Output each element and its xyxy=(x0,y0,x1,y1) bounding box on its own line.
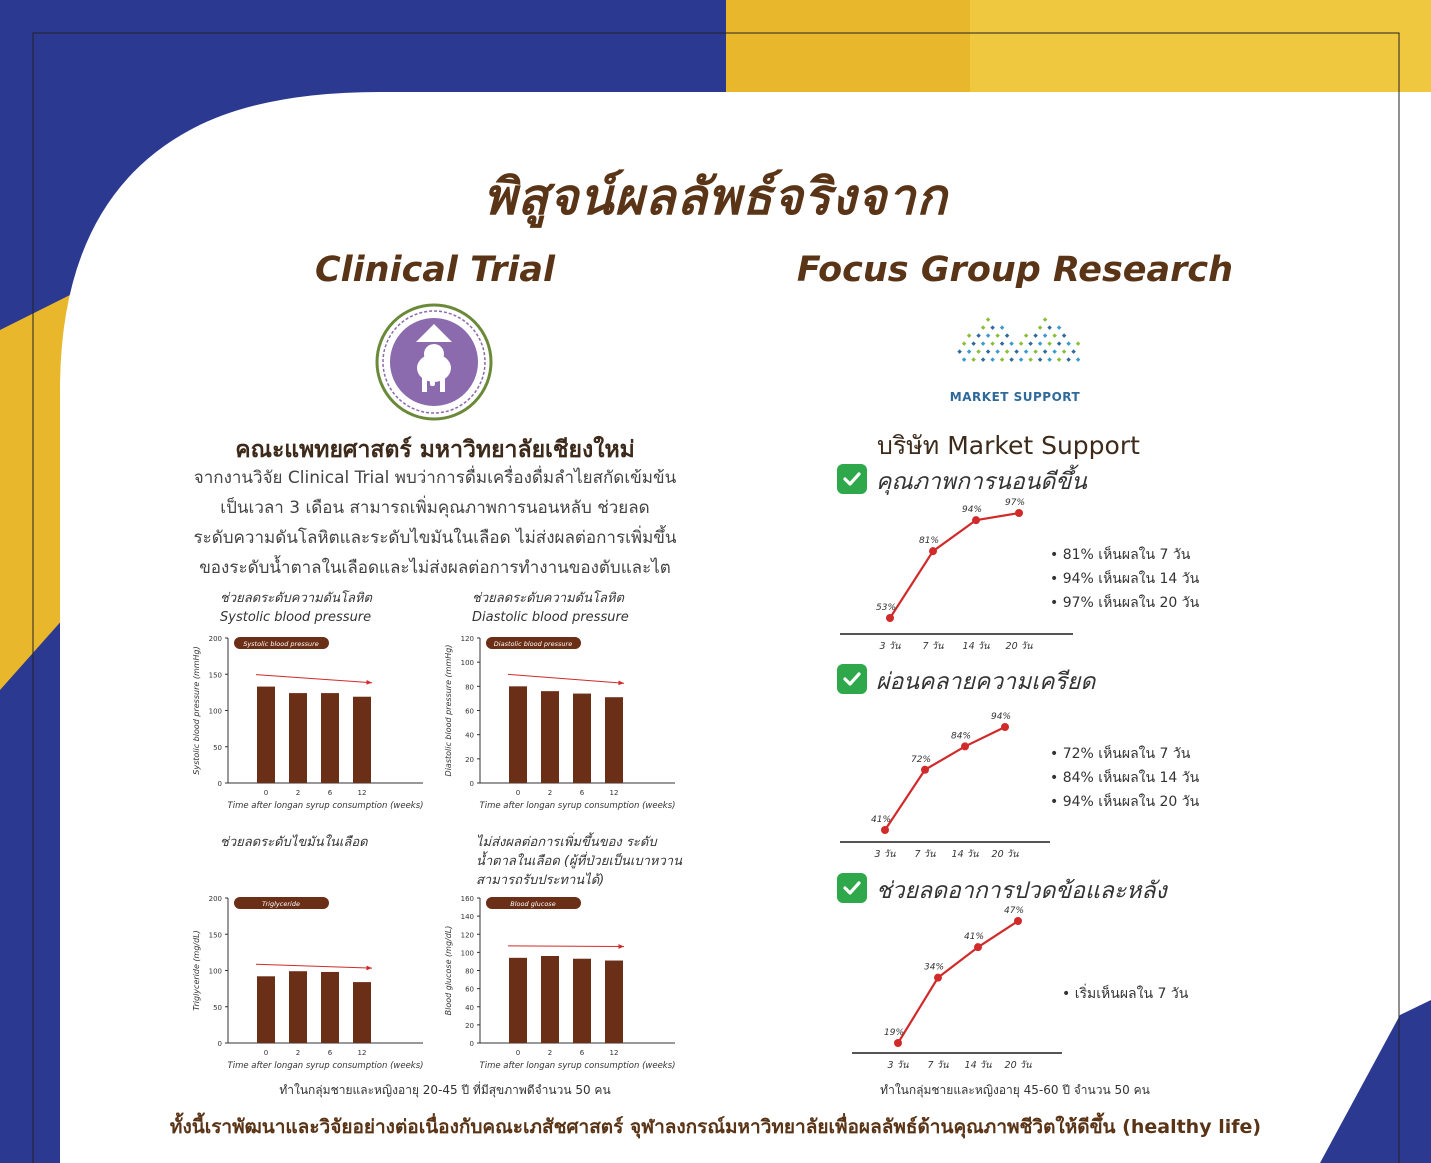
market-support-logo-text: MARKET SUPPORT xyxy=(949,390,1081,404)
logo-dot xyxy=(1009,341,1014,346)
data-point xyxy=(934,974,942,982)
sleep-notes xyxy=(1050,543,1199,615)
legend-label: Diastolic blood pressure xyxy=(493,640,573,648)
logo-dot xyxy=(1019,357,1024,362)
bar xyxy=(573,694,591,783)
x-tick-label: 0 xyxy=(263,789,269,797)
clinical-note: ทำในกลุ่มชายและหญิงอายุ 20-45 ปี ที่มีสุขภาพดีจำนวน 50 คน xyxy=(279,1083,611,1097)
y-axis-label: Systolic blood pressure (mmHg) xyxy=(192,646,201,775)
y-tick-label: 120 xyxy=(460,635,474,643)
chart-caption-systolic xyxy=(220,589,440,627)
data-label: 81% xyxy=(919,536,940,547)
x-axis-label: Time after longan syrup consumption (weeks) xyxy=(479,801,676,811)
focus-group-title: Focus Group Research xyxy=(796,250,1234,290)
x-tick-label: 20 วัน xyxy=(1005,641,1033,652)
logo-dot xyxy=(962,341,967,346)
trend-arrow xyxy=(508,674,624,683)
logo-dot xyxy=(1057,341,1062,346)
logo-dot xyxy=(976,333,981,338)
check-title-joint: ช่วยลดอาการปวดข้อและหลัง xyxy=(876,878,1167,904)
data-label: 53% xyxy=(876,603,897,613)
x-tick-label: 2 xyxy=(547,1049,553,1057)
note-item: • 94% เห็นผลใน 20 วัน xyxy=(1050,790,1199,814)
y-tick-label: 100 xyxy=(460,659,474,668)
x-tick-label: 6 xyxy=(579,789,585,797)
trend-arrow xyxy=(256,964,372,968)
logo-dot xyxy=(962,357,967,362)
logo-dot xyxy=(1066,341,1071,346)
logo-dot xyxy=(986,333,991,338)
caption-line: สามารถรับประทานได้) xyxy=(476,873,605,888)
x-tick-label: 0 xyxy=(515,789,521,797)
x-tick-label: 14 วัน xyxy=(962,641,990,652)
faculty-name: คณะแพทยศาสตร์ มหาวิทยาลัยเชียงใหม่ xyxy=(235,437,635,463)
bar xyxy=(509,686,527,783)
x-tick-label: 6 xyxy=(579,1049,585,1057)
y-tick-label: 160 xyxy=(460,895,474,903)
y-axis-label: Triglyceride (mg/dL) xyxy=(192,930,201,1011)
logo-dot xyxy=(957,349,962,354)
y-tick-label: 60 xyxy=(465,985,474,994)
logo-dot xyxy=(1014,349,1019,354)
glucose-bar-chart xyxy=(440,890,685,1075)
y-axis-label: Blood glucose (mg/dL) xyxy=(444,925,453,1016)
note-item: • 97% เห็นผลใน 20 วัน xyxy=(1050,591,1199,615)
logo-dot xyxy=(981,341,986,346)
y-tick-label: 140 xyxy=(460,913,474,922)
legend xyxy=(486,897,581,909)
data-point xyxy=(974,943,982,951)
description-line: ของระดับน้ำตาลในเลือดและไม่ส่งผลต่อการทำงานของตับและไต xyxy=(199,558,671,578)
check-icon xyxy=(837,664,867,694)
y-tick-label: 150 xyxy=(208,931,222,940)
data-point xyxy=(886,614,894,622)
bar xyxy=(541,956,559,1043)
y-tick-label: 100 xyxy=(208,707,222,716)
main-title: พิสูจน์ผลลัพธ์จริงจาก xyxy=(483,168,948,226)
bar xyxy=(353,982,371,1043)
logo-dot xyxy=(1033,349,1038,354)
y-tick-label: 40 xyxy=(465,731,474,740)
note-item: • 94% เห็นผลใน 14 วัน xyxy=(1050,567,1199,591)
trend-arrowhead xyxy=(618,944,624,949)
x-tick-label: 0 xyxy=(515,1049,521,1057)
note-item: • เริ่มเห็นผลใน 7 วัน xyxy=(1062,982,1188,1006)
logo-dot xyxy=(1076,341,1080,346)
description-line: ระดับความดันโลหิตและระดับไขมันในเลือด ไม่ส่งผลต่อการเพิ่มขึ้น xyxy=(193,528,677,548)
data-label: 47% xyxy=(1004,906,1025,916)
x-axis-label: Time after longan syrup consumption (weeks) xyxy=(479,1061,676,1071)
y-tick-label: 0 xyxy=(217,1040,222,1048)
y-tick-label: 50 xyxy=(213,743,222,752)
logo-dot xyxy=(990,357,995,362)
x-tick-label: 3 วัน xyxy=(879,641,901,652)
bar xyxy=(289,971,307,1043)
diastolic-bar-chart xyxy=(440,630,685,815)
bar xyxy=(257,687,275,783)
y-tick-label: 150 xyxy=(208,671,222,680)
check-icon xyxy=(837,873,867,903)
trend-arrow xyxy=(256,675,372,683)
x-tick-label: 20 วัน xyxy=(991,849,1019,860)
chart-caption-diastolic xyxy=(472,589,692,627)
y-tick-label: 80 xyxy=(465,683,474,692)
check-icon xyxy=(837,464,867,494)
logo-dot xyxy=(1028,357,1033,362)
logo-dot xyxy=(1052,333,1057,338)
x-tick-label: 12 xyxy=(609,1049,619,1057)
data-label: 97% xyxy=(1005,498,1026,508)
bar xyxy=(509,958,527,1043)
caption-line: Systolic blood pressure xyxy=(220,610,372,625)
logo-dot xyxy=(1038,357,1043,362)
caption-line: ช่วยลดระดับความดันโลหิต xyxy=(220,591,372,606)
x-tick-label: 12 xyxy=(609,789,619,797)
logo-dot xyxy=(1000,341,1005,346)
y-tick-label: 50 xyxy=(213,1003,222,1012)
y-tick-label: 0 xyxy=(469,780,474,788)
logo-dot xyxy=(1062,333,1067,338)
logo-dot xyxy=(1005,349,1010,354)
check-title-stress: ผ่อนคลายความเครียด xyxy=(876,669,1096,695)
legend-label: Systolic blood pressure xyxy=(243,640,319,648)
joint-line-chart xyxy=(840,905,1100,1075)
company-name: บริษัท Market Support xyxy=(877,431,1140,460)
y-tick-label: 100 xyxy=(460,949,474,958)
series-line xyxy=(898,921,1018,1043)
logo-dot xyxy=(971,341,976,346)
logo-dot xyxy=(1043,317,1048,322)
y-tick-label: 0 xyxy=(469,1040,474,1048)
x-axis-label: Time after longan syrup consumption (weeks) xyxy=(227,801,424,811)
data-point xyxy=(894,1039,902,1047)
logo-dot xyxy=(1024,333,1029,338)
logo-dot xyxy=(1000,325,1005,330)
data-point xyxy=(1014,917,1022,925)
x-tick-label: 12 xyxy=(357,789,367,797)
x-tick-label: 6 xyxy=(327,1049,333,1057)
y-tick-label: 20 xyxy=(465,755,474,764)
data-point xyxy=(1015,509,1023,517)
y-tick-label: 200 xyxy=(208,635,222,643)
trend-arrowhead xyxy=(366,680,372,685)
logo-dot xyxy=(1057,357,1062,362)
bar xyxy=(605,961,623,1043)
logo-dot xyxy=(1000,357,1005,362)
x-tick-label: 6 xyxy=(327,789,333,797)
legend xyxy=(234,637,329,649)
clinical-description xyxy=(150,463,720,583)
caption-line: ไม่ส่งผลต่อการเพิ่มขึ้นของ ระดับ xyxy=(476,835,657,850)
logo-dot xyxy=(1076,357,1080,362)
trend-arrow xyxy=(508,946,624,947)
legend-label: Blood glucose xyxy=(510,900,556,908)
systolic-bar-chart xyxy=(188,630,433,815)
logo-dot xyxy=(976,349,981,354)
trend-arrowhead xyxy=(366,966,372,971)
logo-dot xyxy=(1043,349,1048,354)
logo-dot xyxy=(1005,333,1010,338)
logo-dot xyxy=(1019,341,1024,346)
bar xyxy=(257,976,275,1043)
logo-dot xyxy=(995,349,1000,354)
logo-dot xyxy=(1047,357,1052,362)
x-tick-label: 2 xyxy=(295,789,301,797)
logo-dot xyxy=(1047,325,1052,330)
bar xyxy=(289,693,307,783)
legend-label: Triglyceride xyxy=(262,900,300,908)
focus-note: ทำในกลุ่มชายและหญิงอายุ 45-60 ปี จำนวน 50 คน xyxy=(880,1083,1150,1097)
logo-dot xyxy=(1066,357,1071,362)
x-tick-label: 3 วัน xyxy=(887,1060,909,1071)
check-title-sleep: คุณภาพการนอนดีขึ้น xyxy=(876,469,1087,495)
logo-dot xyxy=(1052,349,1057,354)
x-tick-label: 12 xyxy=(357,1049,367,1057)
data-point xyxy=(1001,723,1009,731)
y-tick-label: 40 xyxy=(465,1003,474,1012)
y-tick-label: 80 xyxy=(465,967,474,976)
data-point xyxy=(929,547,937,555)
series-line xyxy=(885,727,1005,830)
caption-line: น้ำตาลในเลือด (ผู้ที่ป่วยเป็นเบาหวาน xyxy=(476,854,682,869)
chart-caption-glucose xyxy=(476,833,716,890)
x-tick-label: 20 วัน xyxy=(1004,1060,1032,1071)
data-point xyxy=(921,766,929,774)
y-tick-label: 200 xyxy=(208,895,222,903)
caption-line: ช่วยลดระดับไขมันในเลือด xyxy=(220,835,368,850)
note-item: • 81% เห็นผลใน 7 วัน xyxy=(1050,543,1199,567)
stress-notes xyxy=(1050,742,1199,814)
logo-dot xyxy=(1057,325,1062,330)
trend-arrowhead xyxy=(618,680,624,685)
footer-text: ทั้งนี้เราพัฒนาและวิจัยอย่างต่อเนื่องกับคณะเภสัชศาสตร์ จุฬาลงกรณ์มหาวิทยาลัยเพื่อผลลัพธ์ด้านคุณภาพชีวิตให้ดีขึ้น (healthy life) xyxy=(169,1116,1262,1138)
logo-dot xyxy=(1043,333,1048,338)
joint-notes xyxy=(1062,982,1188,1006)
triglyceride-bar-chart xyxy=(188,890,433,1075)
data-point xyxy=(972,516,980,524)
logo-dot xyxy=(981,325,986,330)
logo-dot xyxy=(967,333,972,338)
logo-dot xyxy=(1024,349,1029,354)
x-tick-label: 3 วัน xyxy=(874,849,896,860)
data-label: 34% xyxy=(924,962,945,973)
bar xyxy=(541,691,559,783)
logo-dot xyxy=(1038,325,1043,330)
chart-caption-triglyceride xyxy=(220,833,440,852)
description-line: เป็นเวลา 3 เดือน สามารถเพิ่มคุณภาพการนอนหลับ ช่วยลด xyxy=(220,498,650,518)
legend xyxy=(486,637,581,649)
data-point xyxy=(881,826,889,834)
data-label: 94% xyxy=(962,505,983,516)
note-item: • 72% เห็นผลใน 7 วัน xyxy=(1050,742,1199,766)
logo-dot xyxy=(1009,357,1014,362)
data-label: 72% xyxy=(911,754,932,765)
y-axis-label: Diastolic blood pressure (mmHg) xyxy=(444,644,453,777)
series-line xyxy=(890,513,1019,618)
caption-line: ช่วยลดระดับความดันโลหิต xyxy=(472,591,624,606)
x-tick-label: 2 xyxy=(295,1049,301,1057)
y-tick-label: 100 xyxy=(208,967,222,976)
logo-dot xyxy=(986,317,991,322)
legend xyxy=(234,897,329,909)
logo-dot xyxy=(981,357,986,362)
logo-dot xyxy=(1062,349,1067,354)
data-label: 84% xyxy=(951,731,972,742)
x-tick-label: 0 xyxy=(263,1049,269,1057)
y-tick-label: 20 xyxy=(465,1021,474,1030)
data-label: 41% xyxy=(964,932,985,943)
logo-dot xyxy=(995,333,1000,338)
clinical-trial-title: Clinical Trial xyxy=(314,250,556,290)
logo-dot xyxy=(967,349,972,354)
logo-dot xyxy=(1038,341,1043,346)
logo-dot xyxy=(1071,349,1076,354)
logo-dot xyxy=(990,325,995,330)
logo-dot xyxy=(1047,341,1052,346)
y-tick-label: 0 xyxy=(217,780,222,788)
x-tick-label: 14 วัน xyxy=(951,849,979,860)
data-point xyxy=(961,742,969,750)
logo-dot xyxy=(1033,333,1038,338)
elephant-seal-icon xyxy=(374,302,494,422)
logo-dot xyxy=(1028,341,1033,346)
x-tick-label: 7 วัน xyxy=(914,849,936,860)
note-item: • 84% เห็นผลใน 14 วัน xyxy=(1050,766,1199,790)
x-axis-label: Time after longan syrup consumption (weeks) xyxy=(227,1061,424,1071)
logo-dot xyxy=(986,349,991,354)
bar xyxy=(353,697,371,783)
x-tick-label: 7 วัน xyxy=(922,641,944,652)
data-label: 94% xyxy=(991,712,1012,722)
data-label: 19% xyxy=(884,1028,905,1038)
y-tick-label: 60 xyxy=(465,707,474,716)
caption-line: Diastolic blood pressure xyxy=(472,610,629,625)
data-label: 41% xyxy=(871,815,892,825)
bar xyxy=(605,697,623,783)
x-tick-label: 2 xyxy=(547,789,553,797)
bar xyxy=(573,959,591,1043)
logo-dot xyxy=(990,341,995,346)
market-support-logo-icon xyxy=(950,312,1080,372)
x-tick-label: 7 วัน xyxy=(927,1060,949,1071)
bar xyxy=(321,972,339,1043)
y-tick-label: 120 xyxy=(460,931,474,940)
x-tick-label: 14 วัน xyxy=(964,1060,992,1071)
description-line: จากงานวิจัย Clinical Trial พบว่าการดื่มเครื่องดื่มลำไยสกัดเข้มข้น xyxy=(193,468,677,488)
bar xyxy=(321,693,339,783)
logo-dot xyxy=(971,357,976,362)
